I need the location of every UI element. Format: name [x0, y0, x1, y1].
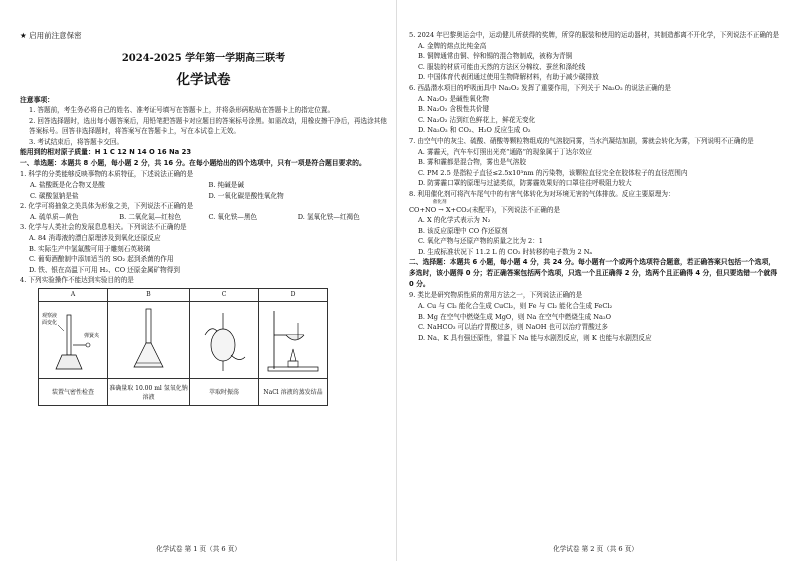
option: A. 84 消毒液的漂白原理涉及到氧化还原反应 — [29, 233, 161, 242]
option: D. Na、K 具有强还原性，常温下 Na 能与水剧烈反应，则 K 也能与水剧烈反应 — [418, 333, 652, 342]
page-footer: 化学试卷 第 1 页（共 6 页） — [156, 545, 241, 553]
question-1-options — [20, 191, 387, 202]
volumetric-flask-icon — [116, 305, 182, 375]
option: D. 一氧化碳是酸性氧化物 — [208, 191, 284, 200]
option: A. 金牌的熔点比纯金高 — [418, 41, 487, 50]
separatory-funnel-icon — [191, 305, 257, 375]
exam-title: 2024-2025 学年第一学期高三联考 — [121, 53, 286, 64]
question-5: 5. 2024 年巴黎奥运会中，运动健儿所获得的奖牌，所穿的服装和使用的运动器材，其制造都离不开化学，下列说法不正确的是 — [409, 31, 780, 39]
option: C. PM 2.5 是指粒子直径≤2.5x10³nm 的污染物，该颗粒直径完全在胶体粒子的直径范围内 — [418, 168, 688, 177]
question-4: 4. 下列实验操作不能达到实验目的的是 — [20, 276, 134, 285]
confidential-notice: ★ 启用前注意保密 — [20, 31, 82, 40]
option: D. 中国体育代表团通过使用生物降解材料，有助于减少碳排放 — [418, 73, 599, 82]
option: C. 氧化铁—黑色 — [208, 212, 258, 221]
caption: NaCl 溶液的蒸发结晶 — [259, 378, 328, 405]
experiment-table — [38, 288, 328, 406]
notes-title: 注意事项： — [20, 96, 54, 104]
option: B. Mg 在空气中燃烧生成 MgO，则 Na 在空气中燃烧生成 Na₂O — [418, 312, 612, 321]
option: B. 二氧化氮—红棕色 — [119, 212, 182, 221]
question-2: 2. 化学可将抽象之美具体为形象之美，下列说法不正确的是 — [20, 202, 194, 211]
note-item: 1. 答题前，考生务必将自己的姓名、准考证号填写在答题卡上，并将条形码粘贴在答题卡上的指定位置。 — [29, 106, 335, 114]
evaporation-setup-icon — [260, 305, 326, 375]
apparatus-a — [39, 301, 108, 378]
table-head: C — [190, 288, 259, 301]
option: D. Na₂O₂ 和 CO₂、H₂O 反应生成 O₂ — [418, 126, 531, 135]
apparatus-c — [190, 301, 259, 378]
option: A. 硫单质—黄色 — [30, 212, 79, 221]
table-head: A — [39, 288, 108, 301]
option: C. Na₂O₂ 沾到红色鲜花上，鲜花无变化 — [418, 115, 536, 124]
question-1: 1. 科学的分类能够反映事物的本质特征，下述说法正确的是 — [20, 170, 194, 179]
option: B. 雾和霾都是混合物，雾也是气溶胶 — [418, 158, 526, 167]
svg-text:弹簧夹: 弹簧夹 — [84, 332, 100, 339]
section-one-heading: 一、单选题：本题共 8 小题，每小题 2 分，共 16 分。在每小题给出的四个选项中，只有一项是符合题目要求的。 — [20, 159, 366, 168]
option: D. 生成标准状况下 11.2 L 的 CO₂ 时转移的电子数为 2 Nₐ — [418, 247, 593, 256]
table-head: D — [259, 288, 328, 301]
apparatus-b — [108, 301, 190, 378]
option: B. 铜牌通常由铜、锌和锡的混合物制成，被称为青铜 — [418, 52, 573, 61]
subject-title: 化学试卷 — [176, 72, 231, 88]
reaction-equation: CO+NO → X+CO₂(未配平)，下列说法不正确的是 — [409, 205, 561, 214]
option: B. 该反应原理中 CO 作还原剂 — [418, 226, 508, 235]
airtightness-apparatus-icon — [40, 305, 106, 375]
option: B. Na₂O₂ 含极性共价键 — [418, 105, 490, 114]
caption: 萃取时振荡 — [190, 378, 259, 405]
option: A. Cu 与 Cl₂ 能化合生成 CuCl₂，则 Fe 与 Cl₂ 能化合生成 FeCl₂ — [418, 302, 613, 311]
caption: 准确量取 10.00 ml 氢氧化钠溶液 — [108, 378, 190, 405]
option: D. 氢氧化铁—红褐色 — [297, 212, 360, 221]
question-8: 8. 利用催化剂可将汽车尾气中的有害气体转化为对环境无害的气体排放。反应主要原理为： — [409, 189, 675, 198]
apparatus-d — [259, 301, 328, 378]
question-6: 6. 西晶潜水项目的呼吸面具中 Na₂O₂ 发挥了重要作用，下列关于 Na₂O₂ 的说法正确的是 — [409, 83, 671, 92]
option: D. 防雾霾口罩的原理与过滤类似，防雾霾效果好的口罩往往呼吸阻力较大 — [418, 179, 632, 188]
option: B. 实际生产中氢氟酸可用于雕刻石英玻璃 — [29, 244, 151, 253]
page-footer: 化学试卷 第 2 页（共 6 页） — [553, 545, 638, 553]
option: A. Na₂O₂ 是碱性氧化物 — [418, 94, 490, 103]
option: C. 碳酸氢钠是盐 — [30, 191, 79, 200]
option: C. 氧化产物与还原产物的质量之比为 2：1 — [418, 237, 543, 246]
option: D. 铁、银在高温下可用 H₂、CO 还原金属矿物得到 — [29, 265, 180, 274]
caption: 装置气密性检查 — [39, 378, 108, 405]
option: C. 服装的材质可能由天然的方法区分棉纹、蚕丝和涤纶线 — [418, 62, 586, 71]
option: A. 盐酸既是化合物又是酸 — [30, 180, 105, 189]
reaction-condition: 催化剂 — [433, 199, 447, 205]
svg-text:面变化: 面变化 — [42, 319, 58, 326]
note-item: 3. 考试结束后，将答题卡交回。 — [29, 137, 124, 146]
option: B. 纯碱是碱 — [208, 180, 244, 189]
page-2 — [397, 0, 794, 561]
option: C. 葡萄酒酿制中添加适当的 SO₂ 起到杀菌的作用 — [29, 255, 174, 264]
option: C. NaHCO₃ 可以治疗胃酸过多，则 NaOH 也可以治疗胃酸过多 — [418, 323, 608, 332]
question-1-options — [20, 180, 387, 191]
question-7: 7. 由空气中的灰尘、硫酸、硝酸等颗粒物组成的气溶胶同雾，当水汽凝结加剧，雾就会转化为雾，下列说明不正确的是 — [409, 136, 754, 145]
table-head: B — [108, 288, 190, 301]
question-9: 9. 类比是研究物质性质的常用方法之一，下列说法正确的是 — [409, 291, 583, 300]
option: A. X 的化学式表示为 N₂ — [418, 216, 491, 225]
question-2-options — [20, 212, 387, 223]
atomic-mass-line: 能用到的相对原子质量：H 1 C 12 N 14 O 16 Na 23 — [20, 148, 192, 157]
svg-text:观察液: 观察液 — [42, 312, 58, 319]
question-3: 3. 化学与人类社会的发展息息相关。下列说法不正确的是 — [20, 223, 187, 232]
section-two-heading: 二、选择题：本题共 6 小题，每小题 4 分，共 24 分。每小题有一个或两个选项符合题意，若正确答案只包括一个选项，多选时，该小题得 0 分；若正确答案包括两个选项，只选一个且正确得 2 分，选两个且正确得 4 分，但只要选错一个就得 0 分。 — [409, 258, 778, 289]
note-item: 2. 回答选择题时，选出每小题答案后，用铅笔把答题卡对应题目的答案标号涂黑。如需改动，用橡皮擦干净后，再选涂其他答案标号。回答非选择题时，将答案写在答题卡上，写在本试卷上无效。 — [29, 116, 387, 136]
option: A. 雾霾天，汽车车灯照出光亮“通路”的现象属于丁达尔效应 — [418, 147, 592, 156]
